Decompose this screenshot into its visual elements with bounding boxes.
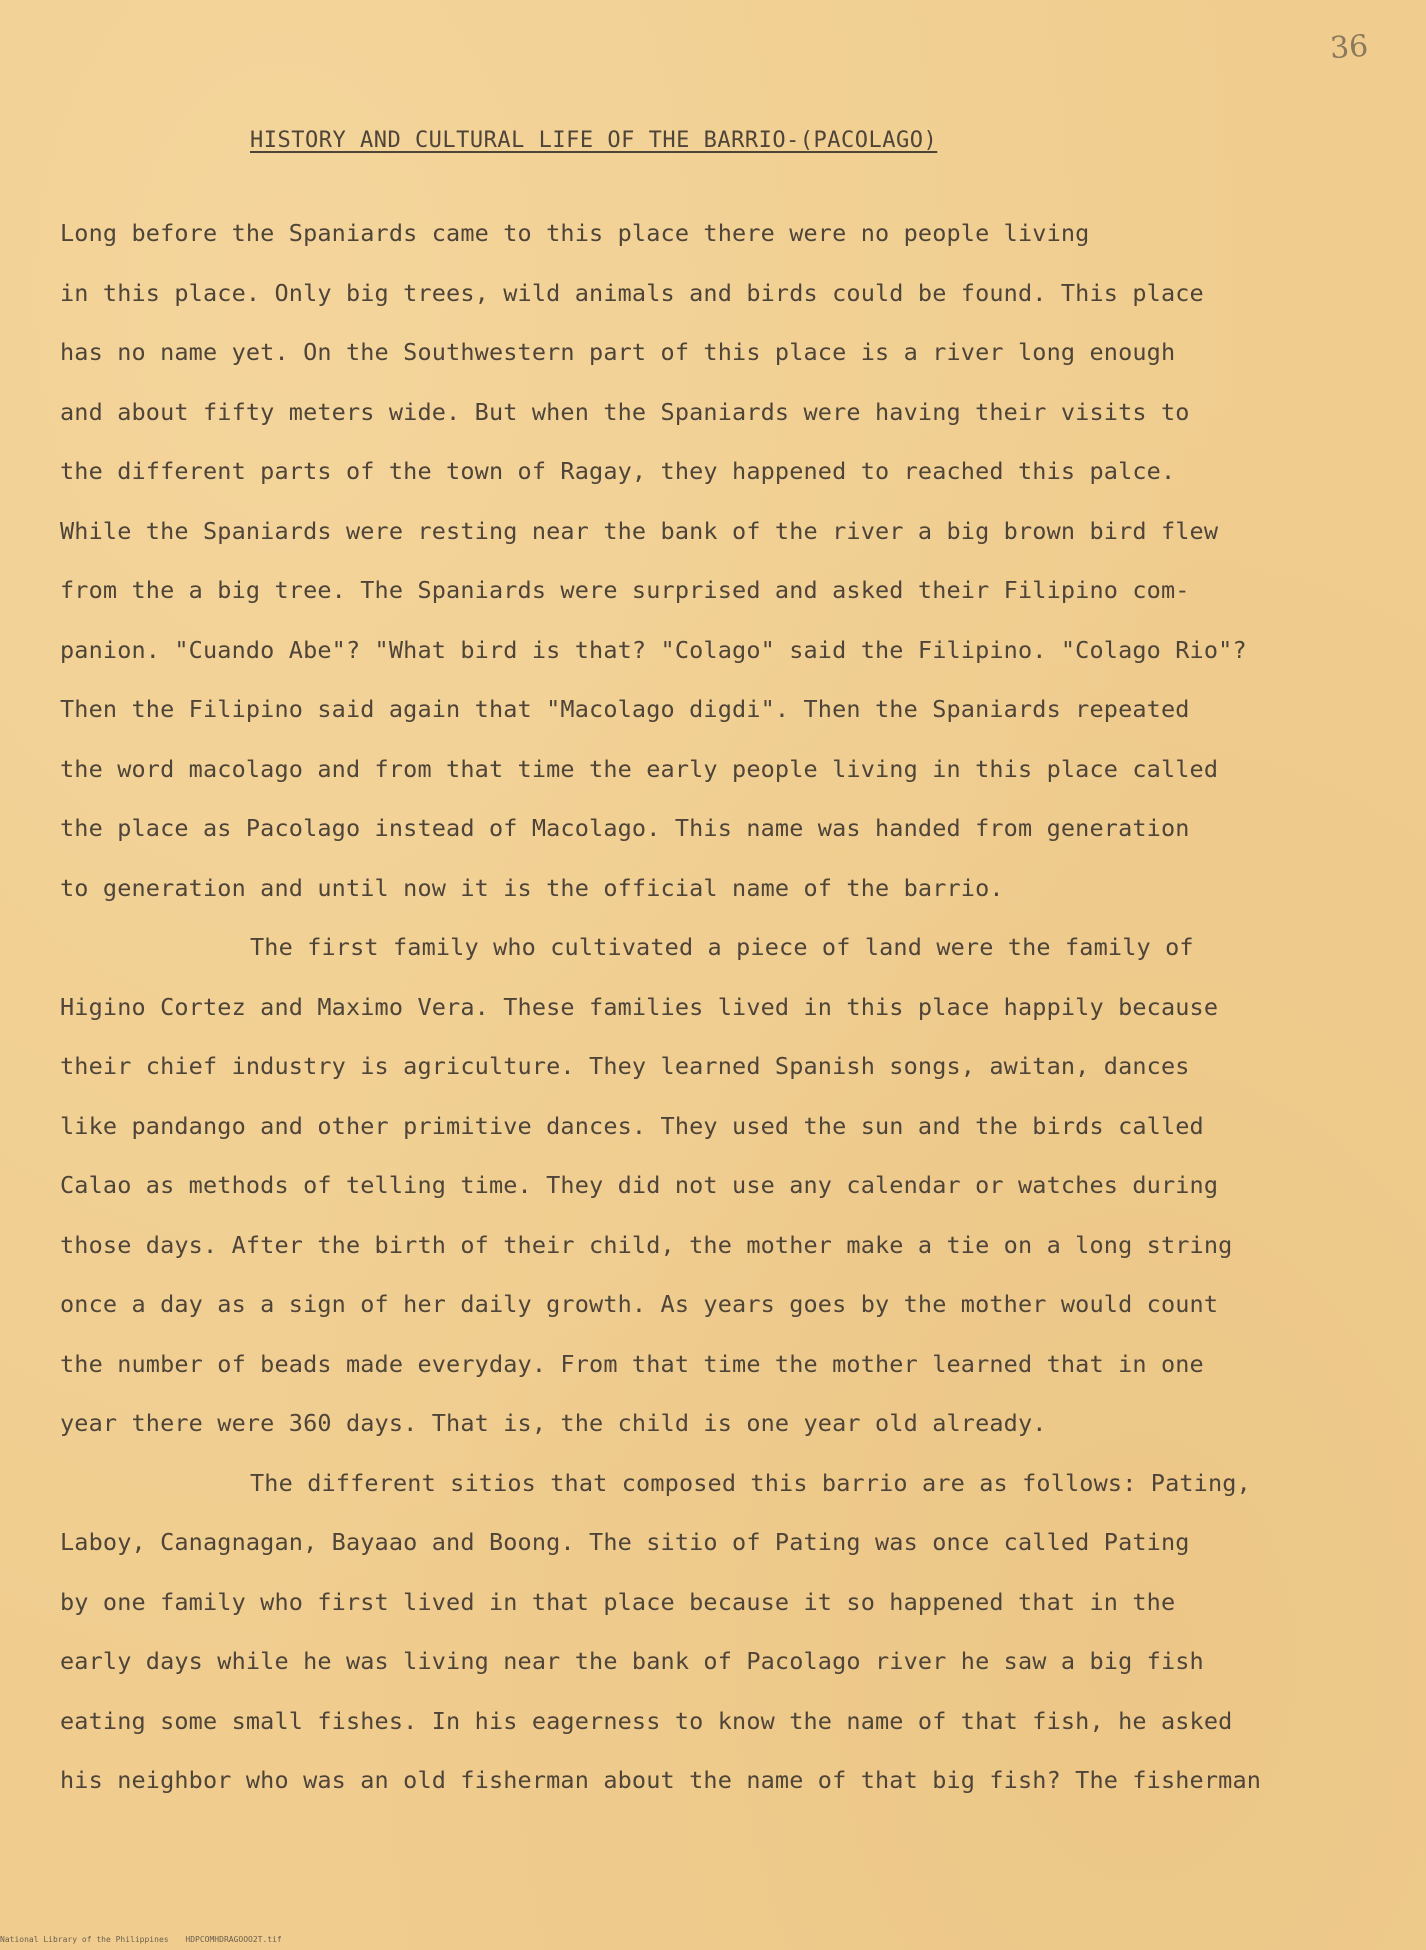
text-line: by one family who first lived in that place because it so happened that in the xyxy=(60,1587,1176,1616)
text-line: early days while he was living near the bank of Pacolago river he saw a big fish xyxy=(60,1647,1204,1675)
text-line: once a day as a sign of her daily growth. As years goes by the mother would count xyxy=(60,1290,1219,1318)
text-line: panion. "Cuando Abe"? "What bird is that? "Colago" said the Filipino. "Colago Rio"? xyxy=(60,635,1247,664)
text-line: The different sitios that composed this barrio are as follows: Pating, xyxy=(250,1468,1251,1497)
text-line: has no name yet. On the Southwestern part of this place is a river long enough xyxy=(60,338,1176,366)
text-line: Laboy, Canagnagan, Bayaao and Boong. The sitio of Pating was once called Pating xyxy=(60,1528,1190,1556)
text-line: the place as Pacolago instead of Macolago. This name was handed from generation xyxy=(60,814,1190,842)
text-line: those days. After the birth of their child, the mother make a tie on a long string xyxy=(60,1230,1233,1259)
document-title: HISTORY AND CULTURAL LIFE OF THE BARRIO-(PACOLAGO) xyxy=(250,128,938,153)
text-line: the word macolago and from that time the early people living in this place called xyxy=(60,754,1219,783)
text-line: Higino Cortez and Maximo Vera. These families lived in this place happily because xyxy=(60,992,1219,1021)
text-line: year there were 360 days. That is, the child is one year old already. xyxy=(60,1409,1047,1437)
text-line: their chief industry is agriculture. They learned Spanish songs, awitan, dances xyxy=(60,1052,1190,1080)
text-line: and about fifty meters wide. But when the Spaniards were having their visits to xyxy=(60,397,1190,426)
text-line: Long before the Spaniards came to this place there were no people living xyxy=(60,219,1090,247)
text-line: Calao as methods of telling time. They did not use any calendar or watches during xyxy=(60,1171,1219,1199)
text-line: eating some small fishes. In his eagerness to know the name of that fish, he asked xyxy=(60,1706,1233,1735)
text-line: Then the Filipino said again that "Macolago digdi". Then the Spaniards repeated xyxy=(60,695,1190,723)
text-line: his neighbor who was an old fisherman about the name of that big fish? The fisherman xyxy=(60,1766,1262,1794)
body-text xyxy=(60,218,1380,1825)
footer-source: National Library of the Philippines xyxy=(0,1935,169,1944)
text-line: the different parts of the town of Ragay, they happened to reached this palce. xyxy=(60,457,1176,485)
text-line: While the Spaniards were resting near the bank of the river a big brown bird flew xyxy=(60,516,1219,545)
text-line: in this place. Only big trees, wild animals and birds could be found. This place xyxy=(60,278,1204,307)
text-line: to generation and until now it is the official name of the barrio. xyxy=(60,873,1004,902)
text-line: the number of beads made everyday. From that time the mother learned that in one xyxy=(60,1349,1204,1378)
text-line: like pandango and other primitive dances. They used the sun and the birds called xyxy=(60,1111,1204,1140)
footer-file: HDPCOMHDRAGOOO2T.tif xyxy=(185,1935,282,1944)
page-number: 36 xyxy=(1328,28,1370,67)
text-line: from the a big tree. The Spaniards were surprised and asked their Filipino com- xyxy=(60,576,1190,604)
scan-footer xyxy=(0,1935,282,1944)
text-line: The first family who cultivated a piece of land were the family of xyxy=(250,933,1194,961)
